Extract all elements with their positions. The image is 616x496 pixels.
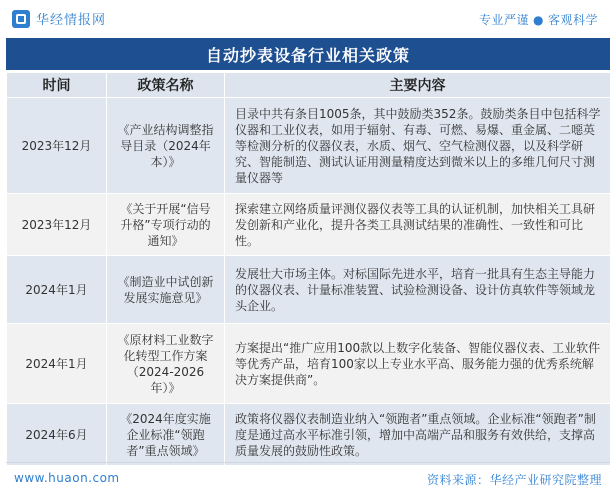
table-row xyxy=(7,98,611,194)
slogan xyxy=(479,11,598,28)
table-header-row xyxy=(7,73,611,98)
slogan-left: 专业严谨 xyxy=(478,13,529,27)
row-time: 2024年6月 xyxy=(7,404,107,466)
brand-logo xyxy=(12,9,106,28)
row-time: 2024年1月 xyxy=(7,256,107,324)
row-policy-name: 《关于开展“信号升格”专项行动的通知》 xyxy=(107,194,225,256)
table-row xyxy=(7,194,611,256)
row-policy-name: 《原材料工业数字化转型工作方案（2024-2026年）》 xyxy=(107,324,225,404)
page-title: 自动抄表设备行业相关政策 xyxy=(6,38,610,70)
row-policy-name: 《2024年度实施企业标准“领跑者”重点领域》 xyxy=(107,404,225,466)
row-policy-name: 《产业结构调整指导目录（2024年本）》 xyxy=(107,98,225,194)
table-row xyxy=(7,404,611,466)
policy-table xyxy=(6,72,611,466)
footer-site-link[interactable]: www.huaon.com xyxy=(14,471,120,485)
header-time: 时间 xyxy=(7,73,107,98)
footer-source: 资料来源：华经产业研究院整理 xyxy=(426,473,602,487)
row-time: 2023年12月 xyxy=(7,98,107,194)
row-content: 目录中共有条目1005条，其中鼓励类352条。鼓励类条目中包括科学仪器和工业仪表，如用于辐射、有毒、可燃、易爆、重金属、二噁英等检测分析的仪器仪表，水质、烟气、空气检测仪器，以及科学研究、智能制造、测试认证用测量精度达到微米以上的多维几何尺寸测量仪器等 xyxy=(225,98,611,194)
row-content: 方案提出“推广应用100款以上数字化装备、智能仪器仪表、工业软件等优秀产品，培育100家以上专业水平高、服务能力强的优秀系统解决方案提供商”。 xyxy=(225,324,611,404)
row-time: 2024年1月 xyxy=(7,324,107,404)
row-content: 发展壮大市场主体。对标国际先进水平，培育一批具有生态主导能力的仪器仪表、计量标准装置、试验检测设备、设计仿真软件等领域龙头企业。 xyxy=(225,256,611,324)
top-bar xyxy=(0,0,616,38)
row-time: 2023年12月 xyxy=(7,194,107,256)
brand-name: 华经情报网 xyxy=(36,13,107,28)
row-content: 探索建立网络质量评测仪器仪表等工具的认证机制，加快相关工具研发创新和产业化，提升各类工具测试结果的准确性、一致性和可比性。 xyxy=(225,194,611,256)
slogan-right: 客观科学 xyxy=(547,13,598,27)
table-row xyxy=(7,324,611,404)
footer-divider xyxy=(6,462,610,463)
row-policy-name: 《制造业中试创新发展实施意见》 xyxy=(107,256,225,324)
row-content: 政策将仪器仪表制造业纳入“领跑者”重点领域。企业标准“领跑者”制度是通过高水平标准引领，增加中高端产品和服务有效供给，支撑高质量发展的鼓励性政策。 xyxy=(225,404,611,466)
header-policy-name: 政策名称 xyxy=(107,73,225,98)
footer xyxy=(0,462,616,496)
slogan-separator: ● xyxy=(533,13,544,27)
header-content: 主要内容 xyxy=(225,73,611,98)
logo-icon xyxy=(12,10,30,28)
table-row xyxy=(7,256,611,324)
